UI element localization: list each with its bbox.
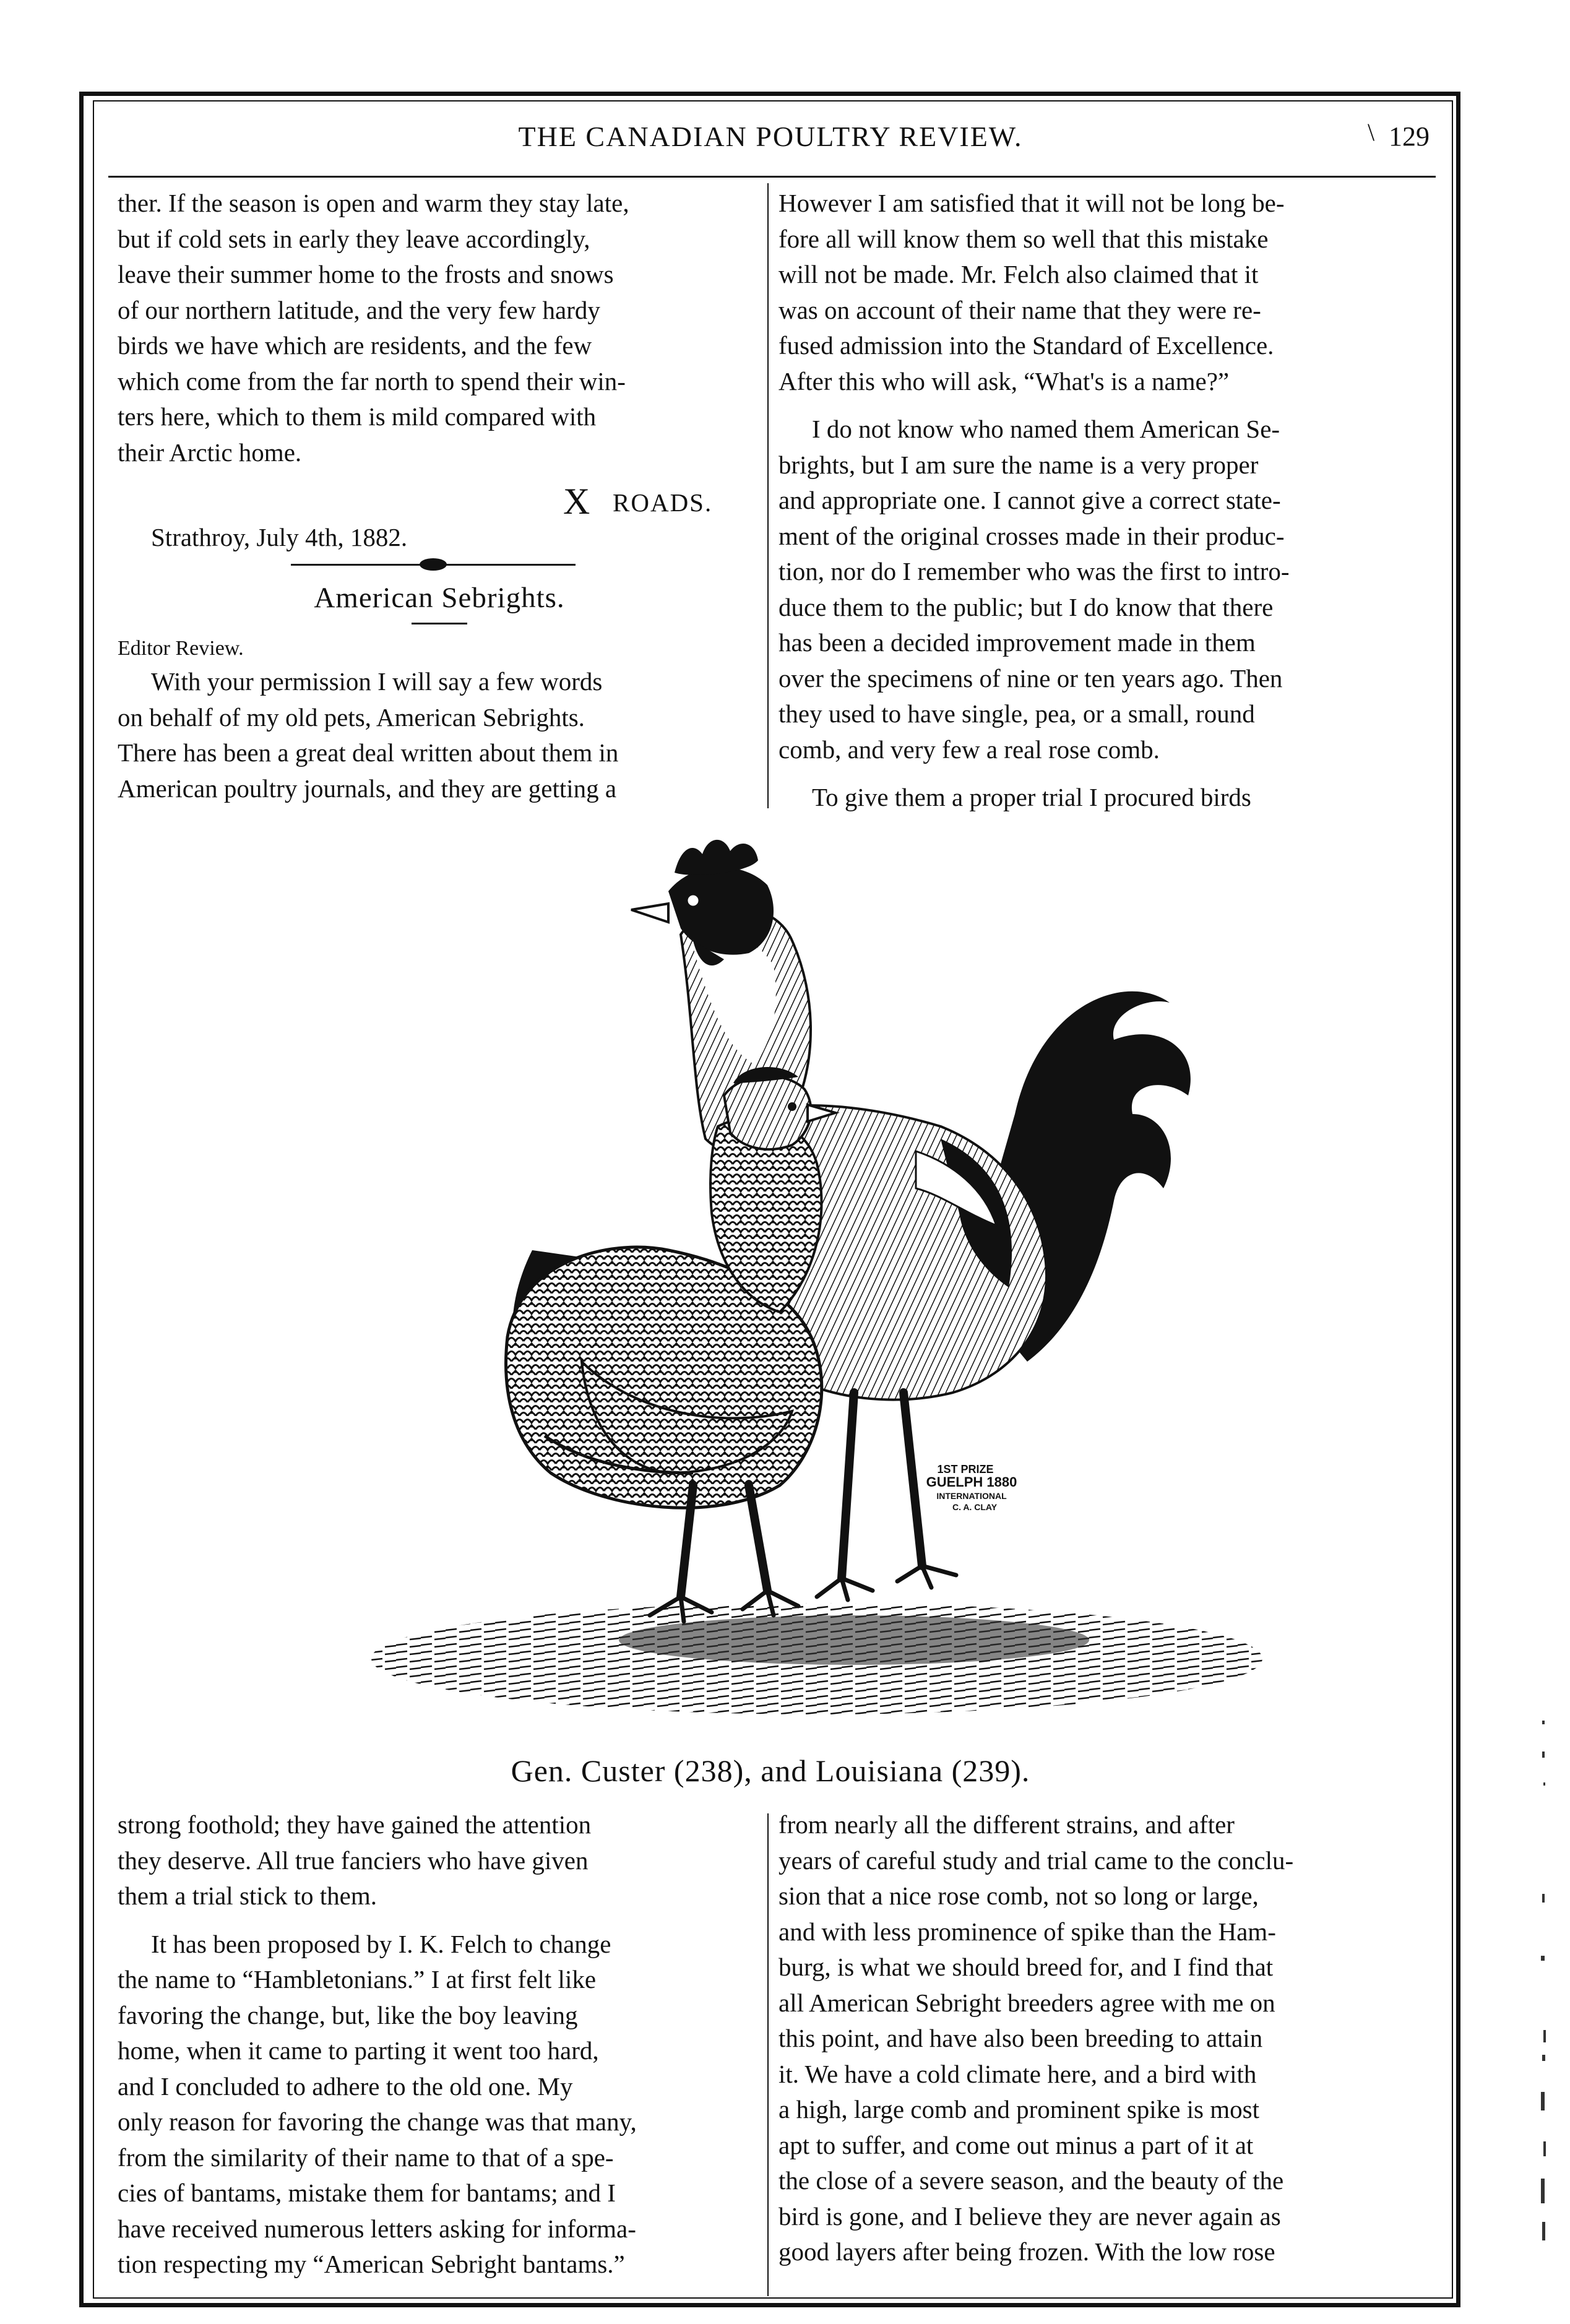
signature-place-date: Strathroy, July 4th, 1882. bbox=[151, 523, 408, 551]
text-line: which come from the far north to spend their win- bbox=[118, 366, 626, 395]
text-line: over the specimens of nine or ten years ago. Then bbox=[779, 663, 1283, 693]
text-line: it. We have a cold climate here, and a bird with bbox=[779, 2059, 1257, 2088]
text-line: the name to “Hambletonians.” I at first felt like bbox=[118, 1965, 597, 1994]
text-line: I do not know who named them American Se- bbox=[812, 415, 1280, 443]
column-divider-top bbox=[767, 183, 769, 808]
signature-block bbox=[118, 470, 761, 551]
text-line: ment of the original crosses made in their produc- bbox=[779, 521, 1285, 550]
text-line: birds we have which are residents, and the few bbox=[118, 331, 592, 360]
text-line: To give them a proper trial I procured birds bbox=[812, 783, 1251, 811]
text-line: With your permission I will say a few words bbox=[151, 667, 603, 696]
text-line: It has been proposed by I. K. Felch to change bbox=[151, 1929, 611, 1958]
text-line: they deserve. All true fanciers who have given bbox=[118, 1846, 589, 1875]
margin-scan-marks bbox=[1535, 1708, 1553, 2265]
text-line: tion respecting my “American Sebright bantams.” bbox=[118, 2250, 625, 2278]
text-line: home, when it came to parting it went too hard, bbox=[118, 2036, 599, 2065]
stamp-line: GUELPH 1880 bbox=[926, 1474, 1017, 1490]
text-line: sion that a nice rose comb, not so long or large, bbox=[779, 1881, 1259, 1910]
text-line: bird is gone, and I believe they are never again as bbox=[779, 2201, 1281, 2231]
hen-head bbox=[724, 1076, 811, 1149]
paragraph bbox=[779, 1807, 1428, 2270]
rooster-eye bbox=[687, 894, 699, 907]
ground-shadow bbox=[619, 1615, 1089, 1665]
text-line: After this who will ask, “What's is a name?” bbox=[779, 366, 1230, 395]
text-line: they used to have single, pea, or a small, round bbox=[779, 699, 1255, 728]
text-line: favoring the change, but, like the boy leaving bbox=[118, 2000, 578, 2029]
text-line: a high, large comb and prominent spike is most bbox=[779, 2095, 1259, 2123]
text-line: of our northern latitude, and the very few hardy bbox=[118, 295, 600, 324]
text-line: tion, nor do I remember who was the first to intro- bbox=[779, 557, 1290, 585]
page-number: 129 bbox=[1389, 121, 1430, 152]
stamp-line: 1ST PRIZE bbox=[937, 1463, 994, 1475]
text-line: American poultry journals, and they are getting a bbox=[118, 774, 617, 803]
prize-stamp bbox=[926, 1463, 1017, 1512]
section-ornament bbox=[118, 551, 761, 578]
text-line: this point, and have also been breeding to attain bbox=[779, 2024, 1263, 2052]
paragraph bbox=[779, 780, 1428, 816]
text-line: years of careful study and trial came to the conclu- bbox=[779, 1846, 1294, 1875]
text-line: and appropriate one. I cannot give a correct state- bbox=[779, 486, 1281, 514]
paragraph bbox=[779, 412, 1428, 767]
text-line: has been a decided improvement made in them bbox=[779, 628, 1256, 657]
text-line: fused admission into the Standard of Excellence. bbox=[779, 331, 1274, 360]
text-line: but if cold sets in early they leave accordingly, bbox=[118, 224, 590, 253]
text-line: them a trial stick to them. bbox=[118, 1881, 377, 1910]
rooster-beak bbox=[631, 904, 668, 922]
signature-name: ROADS. bbox=[613, 488, 713, 517]
text-line: only reason for favoring the change was that many, bbox=[118, 2107, 637, 2136]
paragraph bbox=[118, 1807, 761, 1914]
stamp-line: INTERNATIONAL bbox=[936, 1491, 1007, 1501]
stray-mark: \ bbox=[1368, 118, 1375, 146]
text-line: their Arctic home. bbox=[118, 438, 302, 467]
text-line: burg, is what we should breed for, and I find that bbox=[779, 1953, 1274, 1981]
figure-caption: Gen. Custer (238), and Louisiana (239). bbox=[511, 1753, 1030, 1788]
text-line: and with less prominence of spike than the Ham- bbox=[779, 1917, 1276, 1946]
right-column-bottom bbox=[779, 1807, 1428, 2270]
column-divider-bottom bbox=[767, 1813, 769, 2296]
text-line: all American Sebright breeders agree with me on bbox=[779, 1988, 1275, 2017]
hen-eye bbox=[788, 1102, 796, 1111]
text-line: comb, and very few a real rose comb. bbox=[779, 735, 1160, 764]
text-line: cies of bantams, mistake them for bantams; and I bbox=[118, 2179, 616, 2207]
text-line: on behalf of my old pets, American Sebrights. bbox=[118, 702, 585, 732]
article-title: American Sebrights. bbox=[314, 582, 565, 614]
journal-title: THE CANADIAN POULTRY REVIEW. bbox=[518, 121, 1023, 152]
text-line: good layers after being frozen. With the low rose bbox=[779, 2237, 1275, 2266]
text-line: However I am satisfied that it will not be long be- bbox=[779, 189, 1285, 217]
text-line: and I concluded to adhere to the old one. My bbox=[118, 2071, 573, 2101]
ornament-center bbox=[420, 558, 447, 571]
title-rule bbox=[412, 623, 467, 624]
text-line: have received numerous letters asking for informa- bbox=[118, 2214, 636, 2243]
salutation: Editor Review. bbox=[118, 637, 244, 660]
header-rule bbox=[108, 176, 1436, 178]
paragraph bbox=[118, 1927, 761, 2283]
rooster-comb bbox=[675, 840, 758, 875]
text-line: was on account of their name that they were re- bbox=[779, 295, 1261, 324]
text-line: from the similarity of their name to that of a spe- bbox=[118, 2143, 614, 2172]
text-line: ters here, which to them is mild compared with bbox=[118, 402, 597, 431]
text-line: the close of a severe season, and the beauty of the bbox=[779, 2166, 1284, 2195]
signature-mark: X bbox=[563, 481, 590, 522]
text-line: There has been a great deal written about them in bbox=[118, 738, 619, 767]
text-line: from nearly all the different strains, and after bbox=[779, 1810, 1235, 1839]
paragraph bbox=[779, 186, 1428, 399]
text-line: leave their summer home to the frosts and snows bbox=[118, 260, 614, 288]
continued-text bbox=[118, 186, 761, 470]
text-line: duce them to the public; but I do know that there bbox=[779, 592, 1274, 621]
right-column-top bbox=[779, 186, 1428, 816]
stamp-line: C. A. CLAY bbox=[952, 1502, 998, 1512]
text-line: strong foothold; they have gained the attention bbox=[118, 1810, 592, 1839]
text-line: brights, but I am sure the name is a very proper bbox=[779, 450, 1259, 479]
text-line: will not be made. Mr. Felch also claimed that it bbox=[779, 260, 1259, 288]
text-line: apt to suffer, and come out minus a part of it at bbox=[779, 2130, 1254, 2159]
poultry-illustration bbox=[347, 817, 1374, 1745]
text-line: fore all will know them so well that this mistake bbox=[779, 224, 1269, 253]
left-column-bottom bbox=[118, 1807, 761, 2283]
text-line: ther. If the season is open and warm they stay late, bbox=[118, 189, 629, 217]
running-header bbox=[99, 115, 1442, 158]
left-column-top bbox=[118, 186, 761, 806]
